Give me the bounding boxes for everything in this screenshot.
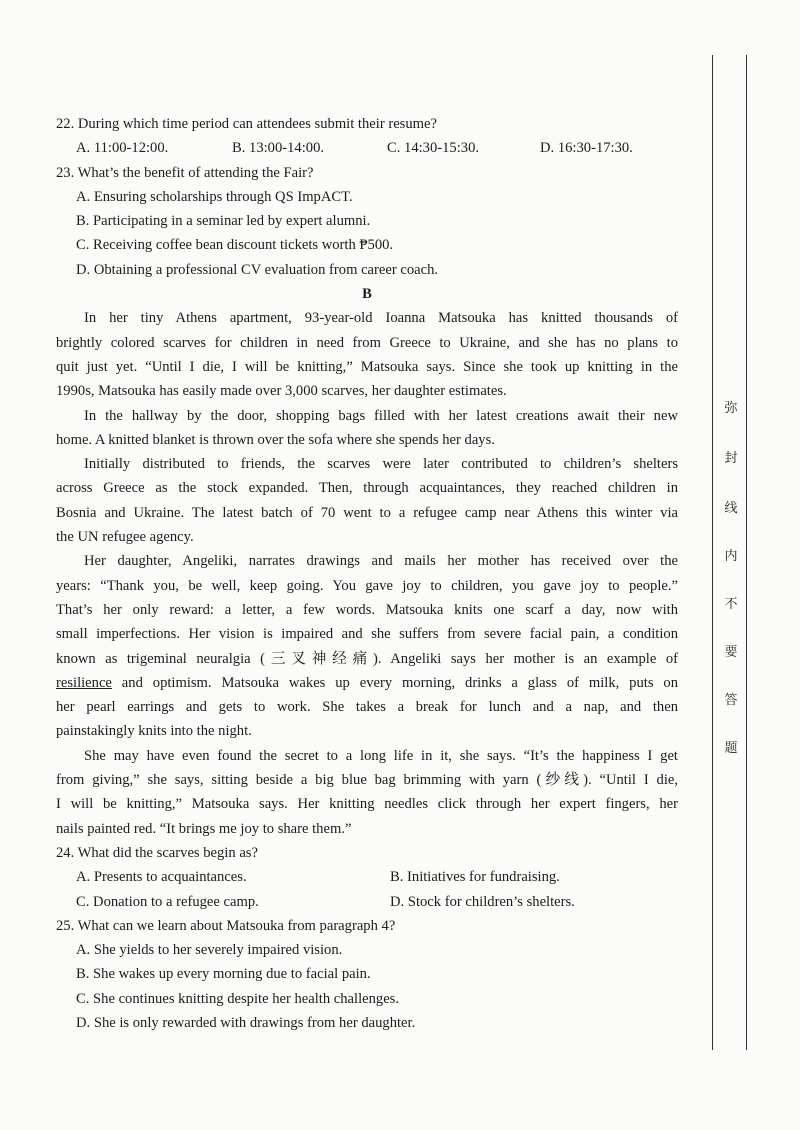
- passage-line: quit just yet. “Until I die, I will be knitting,” Matsouka says. Since she took up knitting in the: [56, 358, 678, 375]
- binding-margin-char: 封: [724, 451, 738, 466]
- option-23-a[interactable]: A. Ensuring scholarships through QS ImpACT.: [76, 188, 353, 205]
- question-25-stem: 25. What can we learn about Matsouka from paragraph 4?: [56, 917, 396, 934]
- passage-line: home. A knitted blanket is thrown over the sofa where she spends her days.: [56, 431, 495, 448]
- binding-margin-char: 要: [724, 645, 738, 660]
- option-24-c[interactable]: C. Donation to a refugee camp.: [76, 893, 259, 910]
- binding-margin-char: 题: [724, 741, 738, 756]
- option-22-d[interactable]: D. 16:30-17:30.: [540, 140, 633, 157]
- binding-line-inner: [712, 55, 713, 1050]
- passage-line: [56, 671, 678, 695]
- option-22-c[interactable]: C. 14:30-15:30.: [387, 140, 480, 157]
- option-25-c[interactable]: C. She continues knitting despite her health challenges.: [76, 990, 400, 1007]
- option-24-d[interactable]: D. Stock for children’s shelters.: [390, 893, 575, 910]
- passage-line: In her tiny Athens apartment, 93-year-old Ioanna Matsouka has knitted thousands of: [84, 310, 678, 327]
- binding-margin-char: 内: [724, 549, 738, 564]
- option-22-b[interactable]: B. 13:00-14:00.: [232, 140, 325, 157]
- binding-line-outer: [746, 55, 747, 1050]
- passage-paragraph-1: [56, 306, 678, 403]
- passage-line: brightly colored scarves for children in need from Greece to Ukraine, and she has no plans to: [56, 334, 678, 351]
- passage-line: That’s her only reward: a letter, a few words. Matsouka knits one scarf a day, now with: [56, 601, 678, 618]
- passage-line: Initially distributed to friends, the scarves were later contributed to children’s shelters: [84, 456, 678, 473]
- option-23-d[interactable]: D. Obtaining a professional CV evaluation from career coach.: [76, 261, 439, 278]
- question-22-options: [56, 136, 678, 160]
- passage-line: from giving,” she says, sitting beside a big blue bag brimming with yarn (纱线). “Until I die,: [56, 772, 678, 789]
- binding-margin-char: 线: [724, 501, 738, 516]
- passage-line: 1990s, Matsouka has easily made over 3,000 scarves, her daughter estimates.: [56, 383, 507, 400]
- option-22-a[interactable]: A. 11:00-12:00.: [76, 140, 169, 157]
- question-22-stem: 22. During which time period can attendees submit their resume?: [56, 116, 437, 132]
- passage-line: I will be knitting,” Matsouka says. Her knitting needles click through her expert fingers, her: [56, 796, 678, 813]
- passage-paragraph-3: [56, 452, 678, 549]
- passage-line: Bosnia and Ukraine. The latest batch of 70 went to a refugee camp near Athens this winter via: [56, 504, 678, 521]
- passage-line: painstakingly knits into the night.: [56, 723, 252, 740]
- underlined-word: resilience: [56, 674, 112, 691]
- question-24-options-row-2: [56, 890, 678, 914]
- passage-line: across Greece as the stock expanded. Then, through acquaintances, they reached children in: [56, 480, 678, 497]
- passage-line: Her daughter, Angeliki, narrates drawings and mails her mother has received over the: [84, 553, 678, 570]
- binding-margin-char: 不: [724, 597, 738, 612]
- option-24-b[interactable]: B. Initiatives for fundraising.: [390, 869, 560, 886]
- passage-line: the UN refugee agency.: [56, 529, 194, 546]
- binding-margin-char: 答: [724, 693, 738, 708]
- passage-line-rest: and optimism. Matsouka wakes up every morning, drinks a glass of milk, puts on: [111, 674, 678, 691]
- passage-line: years: “Thank you, be well, keep going. You gave joy to children, you gave joy to people.”: [56, 577, 678, 594]
- option-24-a[interactable]: A. Presents to acquaintances.: [76, 869, 247, 886]
- passage-paragraph-5: [56, 744, 678, 841]
- question-23-stem: 23. What’s the benefit of attending the Fair?: [56, 164, 314, 181]
- option-25-d[interactable]: D. She is only rewarded with drawings from her daughter.: [76, 1014, 416, 1031]
- passage-line: She may have even found the secret to a long life in it, she says. “It’s the happiness I get: [84, 747, 678, 764]
- passage-line: In the hallway by the door, shopping bags filled with her latest creations await their new: [84, 407, 678, 424]
- passage-paragraph-2: [56, 404, 678, 453]
- question-24-options-row-1: [56, 865, 678, 889]
- binding-margin-char: 弥: [724, 401, 738, 416]
- option-25-b[interactable]: B. She wakes up every morning due to facial pain.: [76, 966, 371, 983]
- passage-line: her pearl earrings and gets to work. She takes a break for lunch and a nap, and then: [56, 699, 678, 716]
- passage-paragraph-4: [56, 549, 678, 743]
- passage-line: nails painted red. “It brings me joy to share them.”: [56, 820, 352, 837]
- section-heading: B: [362, 286, 372, 303]
- passage-line: known as trigeminal neuralgia (三叉神经痛). Angeliki says her mother is an example of: [56, 650, 678, 667]
- option-25-a[interactable]: A. She yields to her severely impaired vision.: [76, 942, 343, 959]
- option-23-c[interactable]: C. Receiving coffee bean discount tickets worth ₱500.: [76, 237, 394, 254]
- question-24-stem: 24. What did the scarves begin as?: [56, 844, 258, 861]
- passage-line: small imperfections. Her vision is impaired and she suffers from severe facial pain, a condition: [56, 626, 678, 643]
- exam-content: [56, 112, 678, 1035]
- option-23-b[interactable]: B. Participating in a seminar led by expert alumni.: [76, 213, 371, 230]
